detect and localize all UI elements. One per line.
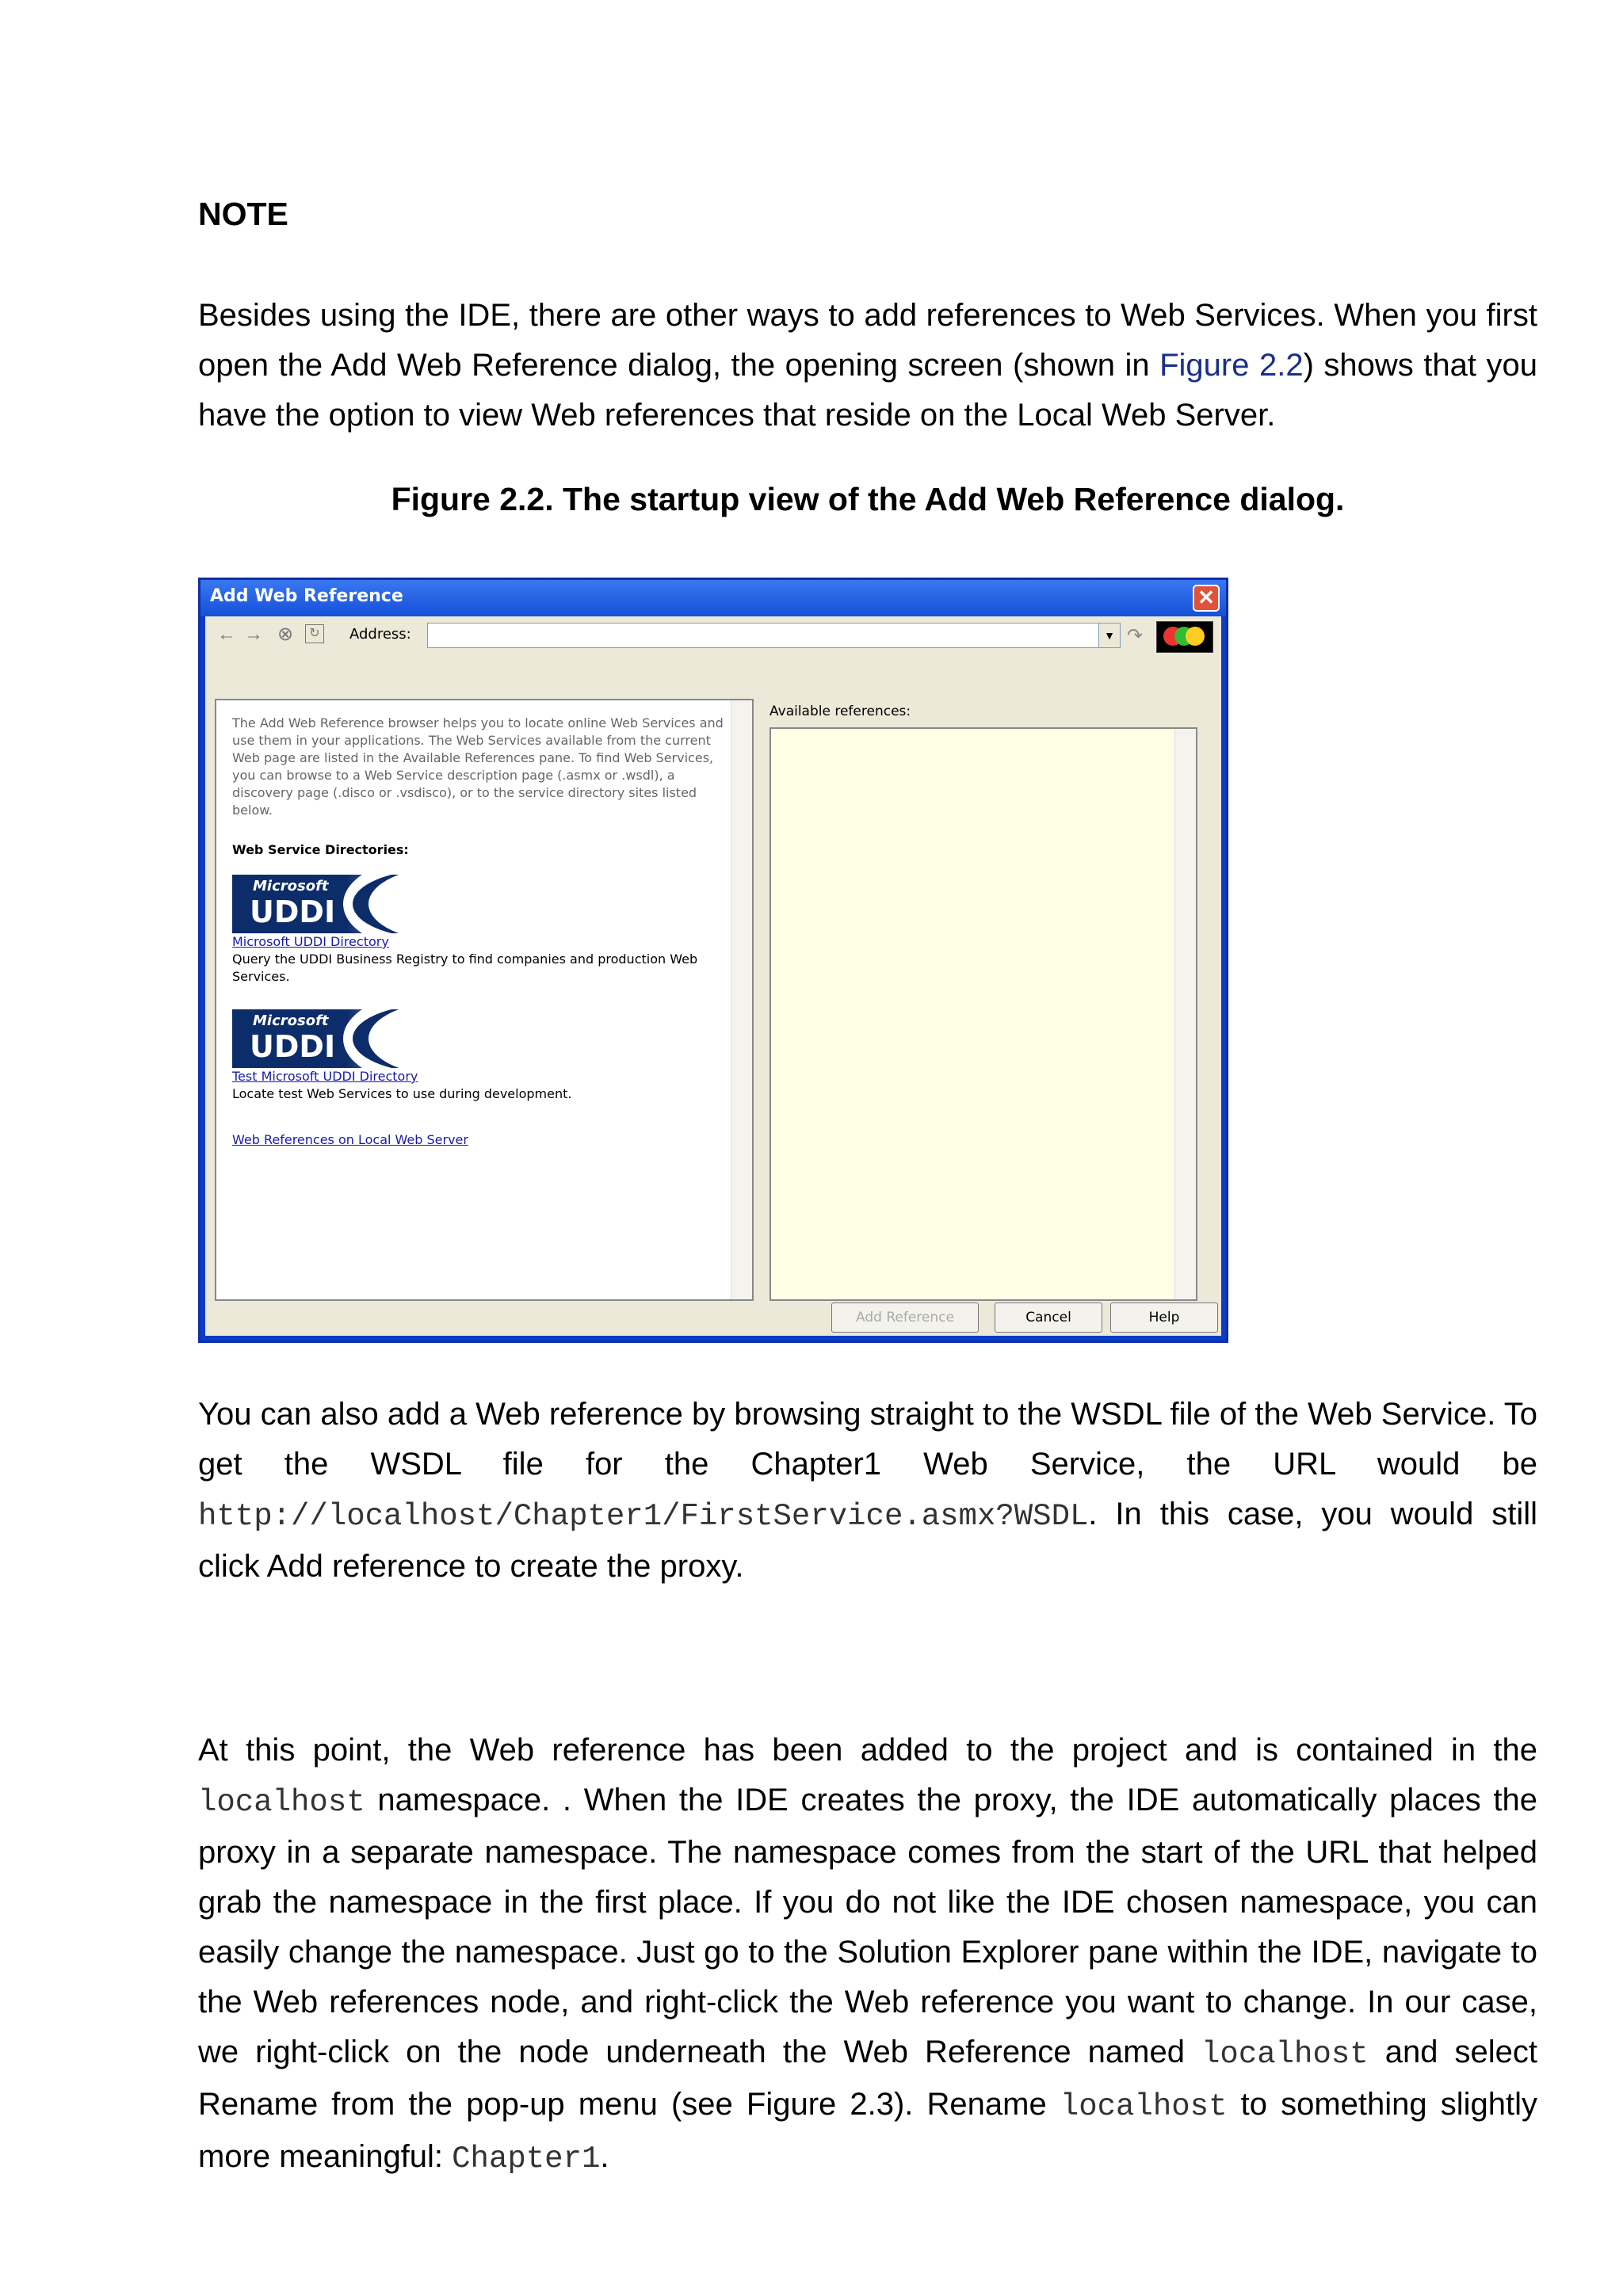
back-arrow-icon[interactable]: ←: [217, 624, 236, 645]
paragraph-2: [198, 1390, 1537, 1592]
close-button[interactable]: [1193, 585, 1220, 612]
windows-logo-icon: [1156, 621, 1213, 653]
directories-heading: Web Service Directories:: [232, 842, 409, 857]
chapter1-code: Chapter1: [452, 2142, 601, 2176]
microsoft-uddi-directory-link[interactable]: Microsoft UDDI Directory: [232, 934, 389, 949]
close-icon: ✕: [1197, 585, 1215, 609]
paragraph-3: [198, 1726, 1537, 2184]
available-references-pane[interactable]: [769, 727, 1197, 1301]
browser-scrollbar[interactable]: [731, 700, 752, 1299]
note-heading: NOTE: [198, 196, 288, 232]
address-label: Address:: [349, 626, 411, 643]
paragraph-3-text-c: to something slightly more meaningful:: [198, 2087, 1537, 2174]
cancel-button[interactable]: Cancel: [995, 1302, 1102, 1333]
intro-text: The Add Web Reference browser helps you to locate online Web Services and use them in your applications. The Web Services available from the current Web page are listed in the Available References pane. To find Web Services, you can browse to a Web Service description page (.asmx or .wsdl), a discovery page (.disco or .vsdisco), or to the service directory sites listed below.: [232, 715, 724, 818]
test-uddi-directory-link[interactable]: Test Microsoft UDDI Directory: [232, 1069, 418, 1084]
available-references-label: Available references:: [769, 704, 911, 719]
stop-icon[interactable]: ⊗: [277, 624, 294, 645]
wsdl-url-code: http://localhost/Chapter1/FirstService.asmx?WSDL: [198, 1499, 1089, 1534]
paragraph-1-text-a: Besides using the IDE, there are other ways to add references to Web Services. When you first open the Add Web Reference dialog, the opening screen (shown in: [198, 298, 1537, 383]
microsoft-uddi-directory-desc: Query the UDDI Business Registry to find companies and production Web Services.: [232, 952, 698, 984]
paragraph-3-text-b: and select Rename from the pop-up menu (see Figure 2.3). Rename: [198, 2035, 1537, 2122]
chevron-down-icon[interactable]: ▼: [1098, 624, 1120, 647]
paragraph-1: [198, 291, 1537, 441]
uddi-logo-1-text: UDDI: [250, 894, 336, 929]
paragraph-1-text-b: ) shows that you have the option to view Web references that reside on the Local Web Server.: [198, 348, 1537, 433]
forward-arrow-icon[interactable]: →: [244, 624, 263, 645]
localhost-code-2: localhost: [1201, 2037, 1369, 2072]
uddi-logo-2[interactable]: [232, 1009, 462, 1068]
dialog-client: [205, 616, 1221, 1336]
refresh-icon[interactable]: ↻: [305, 624, 324, 643]
paragraph-3-text-pre: At this point, the Web reference has been added to the project and is contained in the: [198, 1733, 1537, 1768]
local-web-server-link[interactable]: Web References on Local Web Server: [232, 1132, 468, 1147]
paragraph-2-text-b: . In this case, you would still click Add reference to create the proxy.: [198, 1497, 1537, 1584]
paragraph-3-text-a: namespace. . When the IDE creates the proxy, the IDE automatically places the proxy in a separate namespace. The namespace comes from the start of the URL that helped grab the namespace in the first place. If you do not like the IDE chosen namespace, you can easily change the namespace. Just go to the Solution Explorer pane within the IDE, navigate to the Web references node, and right-click the Web reference you want to change. In our case, we right-click on the node underneath the Web Reference named: [198, 1783, 1537, 2069]
dialog-title: Add Web Reference: [210, 586, 403, 606]
localhost-code-1: localhost: [198, 1785, 365, 1820]
paragraph-2-text-a: You can also add a Web reference by browsing straight to the WSDL file of the Web Service. To get the WSDL file for the Chapter1 Web Service, the URL would be: [198, 1397, 1537, 1482]
browser-pane[interactable]: [215, 699, 754, 1301]
uddi-logo-1-ms: Microsoft: [253, 878, 329, 894]
uddi-logo-2-text: UDDI: [250, 1029, 336, 1064]
add-web-reference-dialog: [198, 578, 1228, 1343]
help-button[interactable]: Help: [1110, 1302, 1218, 1333]
figure-2-2-link[interactable]: Figure 2.2: [1159, 348, 1304, 383]
references-scrollbar[interactable]: [1174, 729, 1196, 1299]
figure-caption: Figure 2.2. The startup view of the Add Web Reference dialog.: [391, 481, 1345, 517]
localhost-code-3: localhost: [1060, 2089, 1228, 2124]
dialog-titlebar: [200, 580, 1226, 616]
address-input[interactable]: [427, 623, 1121, 648]
paragraph-3-text-d: .: [600, 2139, 609, 2174]
go-icon[interactable]: ↷: [1127, 625, 1144, 646]
uddi-logo-1[interactable]: [232, 875, 462, 933]
dialog-toolbar: [205, 616, 1221, 654]
uddi-logo-2-ms: Microsoft: [253, 1013, 329, 1029]
add-reference-button[interactable]: Add Reference: [831, 1302, 979, 1333]
test-uddi-directory-desc: Locate test Web Services to use during development.: [232, 1086, 572, 1101]
